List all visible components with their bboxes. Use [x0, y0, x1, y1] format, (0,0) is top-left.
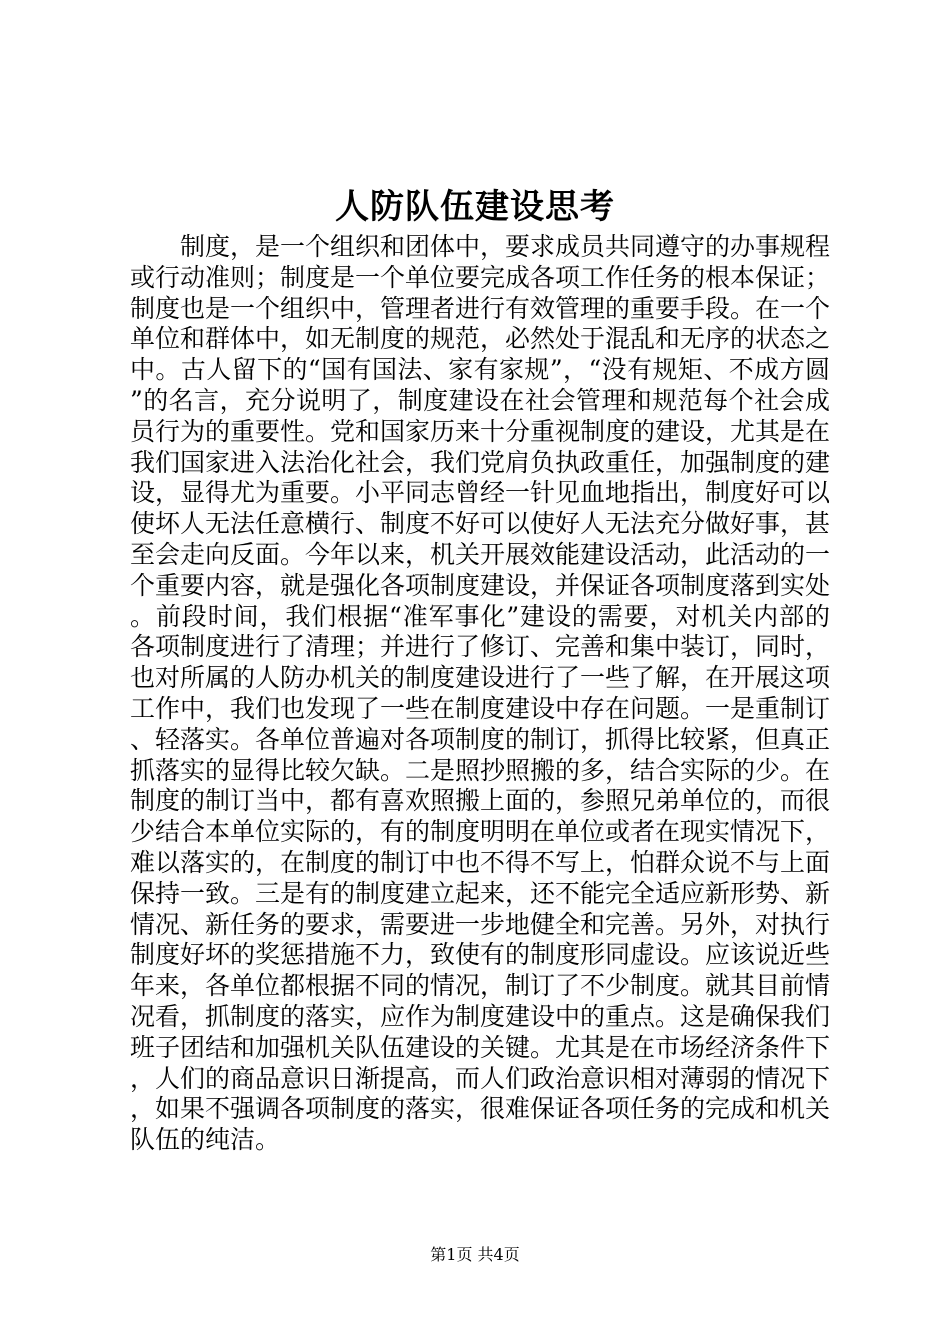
body-paragraph: 制度，是一个组织和团体中，要求成员共同遵守的办事规程或行动准则；制度是一个单位要完成各项工作任务的根本保证；制度也是一个组织中，管理者进行有效管理的重要手段。在一个单位和群体中，如无制度的规范，必然处于混乱和无序的状态之中。古人留下的“国有国法、家有家规”，“没有规矩、不成方圆”的名言，充分说明了，制度建设在社会管理和规范每个社会成员行为的重要性。党和国家历来十分重视制度的建设，尤其是在我们国家进入法治化社会，我们党肩负执政重任，加强制度的建设，显得尤为重要。小平同志曾经一针见血地指出，制度好可以使坏人无法任意横行、制度不好可以使好人无法充分做好事，甚至会走向反面。今年以来，机关开展效能建设活动，此活动的一个重要内容，就是强化各项制度建设，并保证各项制度落到实处。前段时间，我们根据“准军事化”建设的需要，对机关内部的各项制度进行了清理；并进行了修订、完善和集中装订，同时，也对所属的人防办机关的制度建设进行了一些了解，在开展这项工作中，我们也发现了一些在制度建设中存在问题。一是重制订、轻落实。各单位普遍对各项制度的制订，抓得比较紧，但真正抓落实的显得比较欠缺。二是照抄照搬的多，结合实际的少。在制度的制订当中，都有喜欢照搬上面的，参照兄弟单位的，而很少结合本单位实际的，有的制度明明在单位或者在现实情况下，难以落实的，在制度的制订中也不得不写上，怕群众说不与上面保持一致。三是有的制度建立起来，还不能完全适应新形势、新情况、新任务的要求，需要进一步地健全和完善。另外，对执行制度好坏的奖惩措施不力，致使有的制度形同虚设。应该说近些年来，各单位都根据不同的情况，制订了不少制度。就其目前情况看，抓制度的落实，应作为制度建设中的重点。这是确保我们班子团结和加强机关队伍建设的关键。尤其是在市场经济条件下，人们的商品意识日渐提高，而人们政治意识相对薄弱的情况下，如果不强调各项制度的落实，很难保证各项任务的完成和机关队伍的纯洁。	[130, 232, 831, 1155]
document-title: 人防队伍建设思考	[335, 187, 615, 227]
page-number-footer: 第1页 共4页	[430, 1245, 520, 1264]
